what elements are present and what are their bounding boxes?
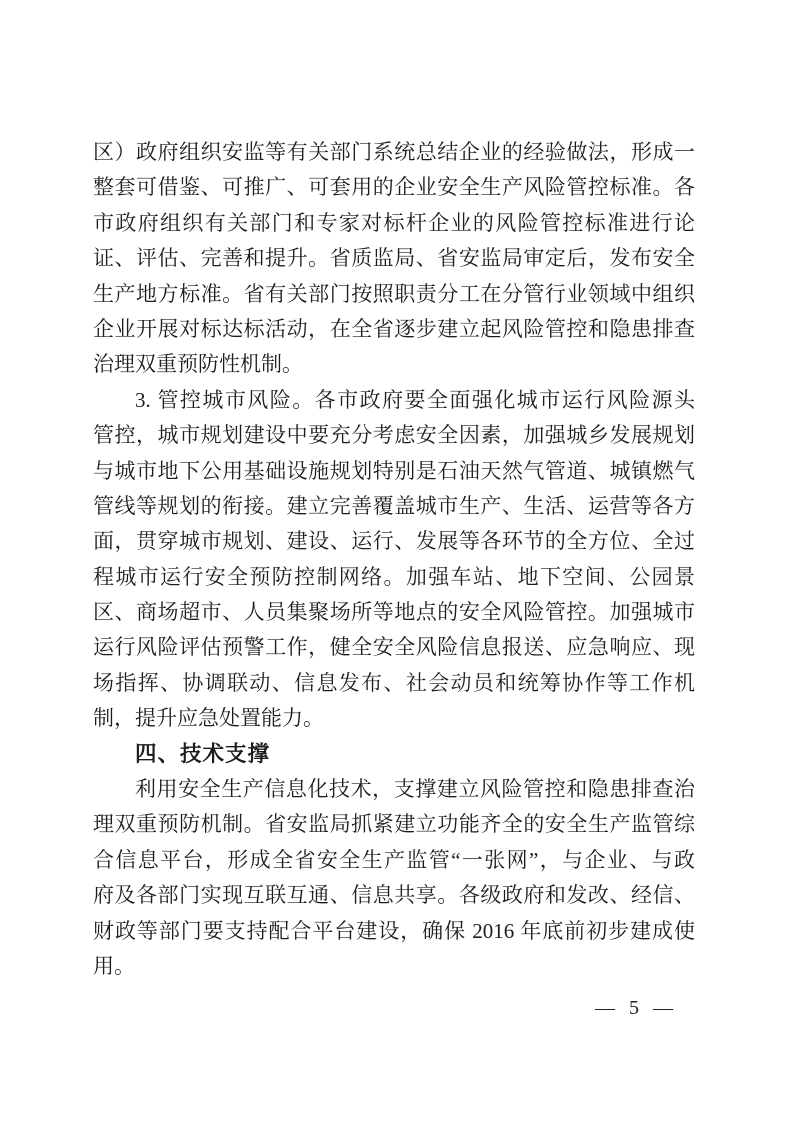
text-line: 运行风险评估预警工作，健全安全风险信息报送、应急响应、现 [93, 635, 695, 660]
text-line: 治理双重预防性机制。 [93, 352, 303, 377]
text-line: 3. 管控城市风险。各市政府要全面强化城市运行风险源头 [135, 387, 695, 412]
text-line: 市政府组织有关部门和专家对标杆企业的风险管控标准进行论 [93, 210, 695, 235]
page-number: — 5 — [595, 997, 673, 1019]
text-line: 证、评估、完善和提升。省质监局、省安监局审定后，发布安全 [93, 246, 695, 271]
text-line: 区）政府组织安监等有关部门系统总结企业的经验做法，形成一 [93, 140, 695, 164]
text-line: 用。 [93, 953, 135, 978]
text-line: 府及各部门实现互联互通、信息共享。各级政府和发改、经信、 [93, 883, 695, 908]
text-line: 管线等规划的衔接。建立完善覆盖城市生产、生活、运营等各方 [93, 493, 695, 518]
text-line: 利用安全生产信息化技术，支撑建立风险管控和隐患排查治 [135, 777, 695, 802]
text-line: 财政等部门要支持配合平台建设，确保 2016 年底前初步建成使 [93, 918, 695, 943]
text-line: 区、商场超市、人员集聚场所等地点的安全风险管控。加强城市 [93, 600, 695, 625]
text-line: 管控，城市规划建设中要充分考虑安全因素，加强城乡发展规划 [93, 423, 695, 448]
text-line: 整套可借鉴、可推广、可套用的企业安全生产风险管控标准。各 [93, 175, 695, 200]
text-line: 与城市地下公用基础设施规划特别是石油天然气管道、城镇燃气 [93, 458, 695, 483]
text-line: 场指挥、协调联动、信息发布、社会动员和统筹协作等工作机 [93, 670, 695, 695]
section-heading: 四、技术支撑 [135, 741, 271, 766]
text-line: 理双重预防机制。省安监局抓紧建立功能齐全的安全生产监管综 [93, 812, 695, 837]
text-line: 生产地方标准。省有关部门按照职责分工在分管行业领域中组织 [93, 281, 695, 306]
text-line: 企业开展对标达标活动，在全省逐步建立起风险管控和隐患排查 [93, 316, 695, 341]
text-line: 合信息平台，形成全省安全生产监管“一张网”，与企业、与政 [93, 847, 695, 872]
text-line: 制，提升应急处置能力。 [93, 706, 324, 731]
text-line: 程城市运行安全预防控制网络。加强车站、地下空间、公园景 [93, 564, 695, 589]
document-body [93, 135, 695, 984]
text-line: 面，贯穿城市规划、建设、运行、发展等各环节的全方位、全过 [93, 529, 695, 554]
